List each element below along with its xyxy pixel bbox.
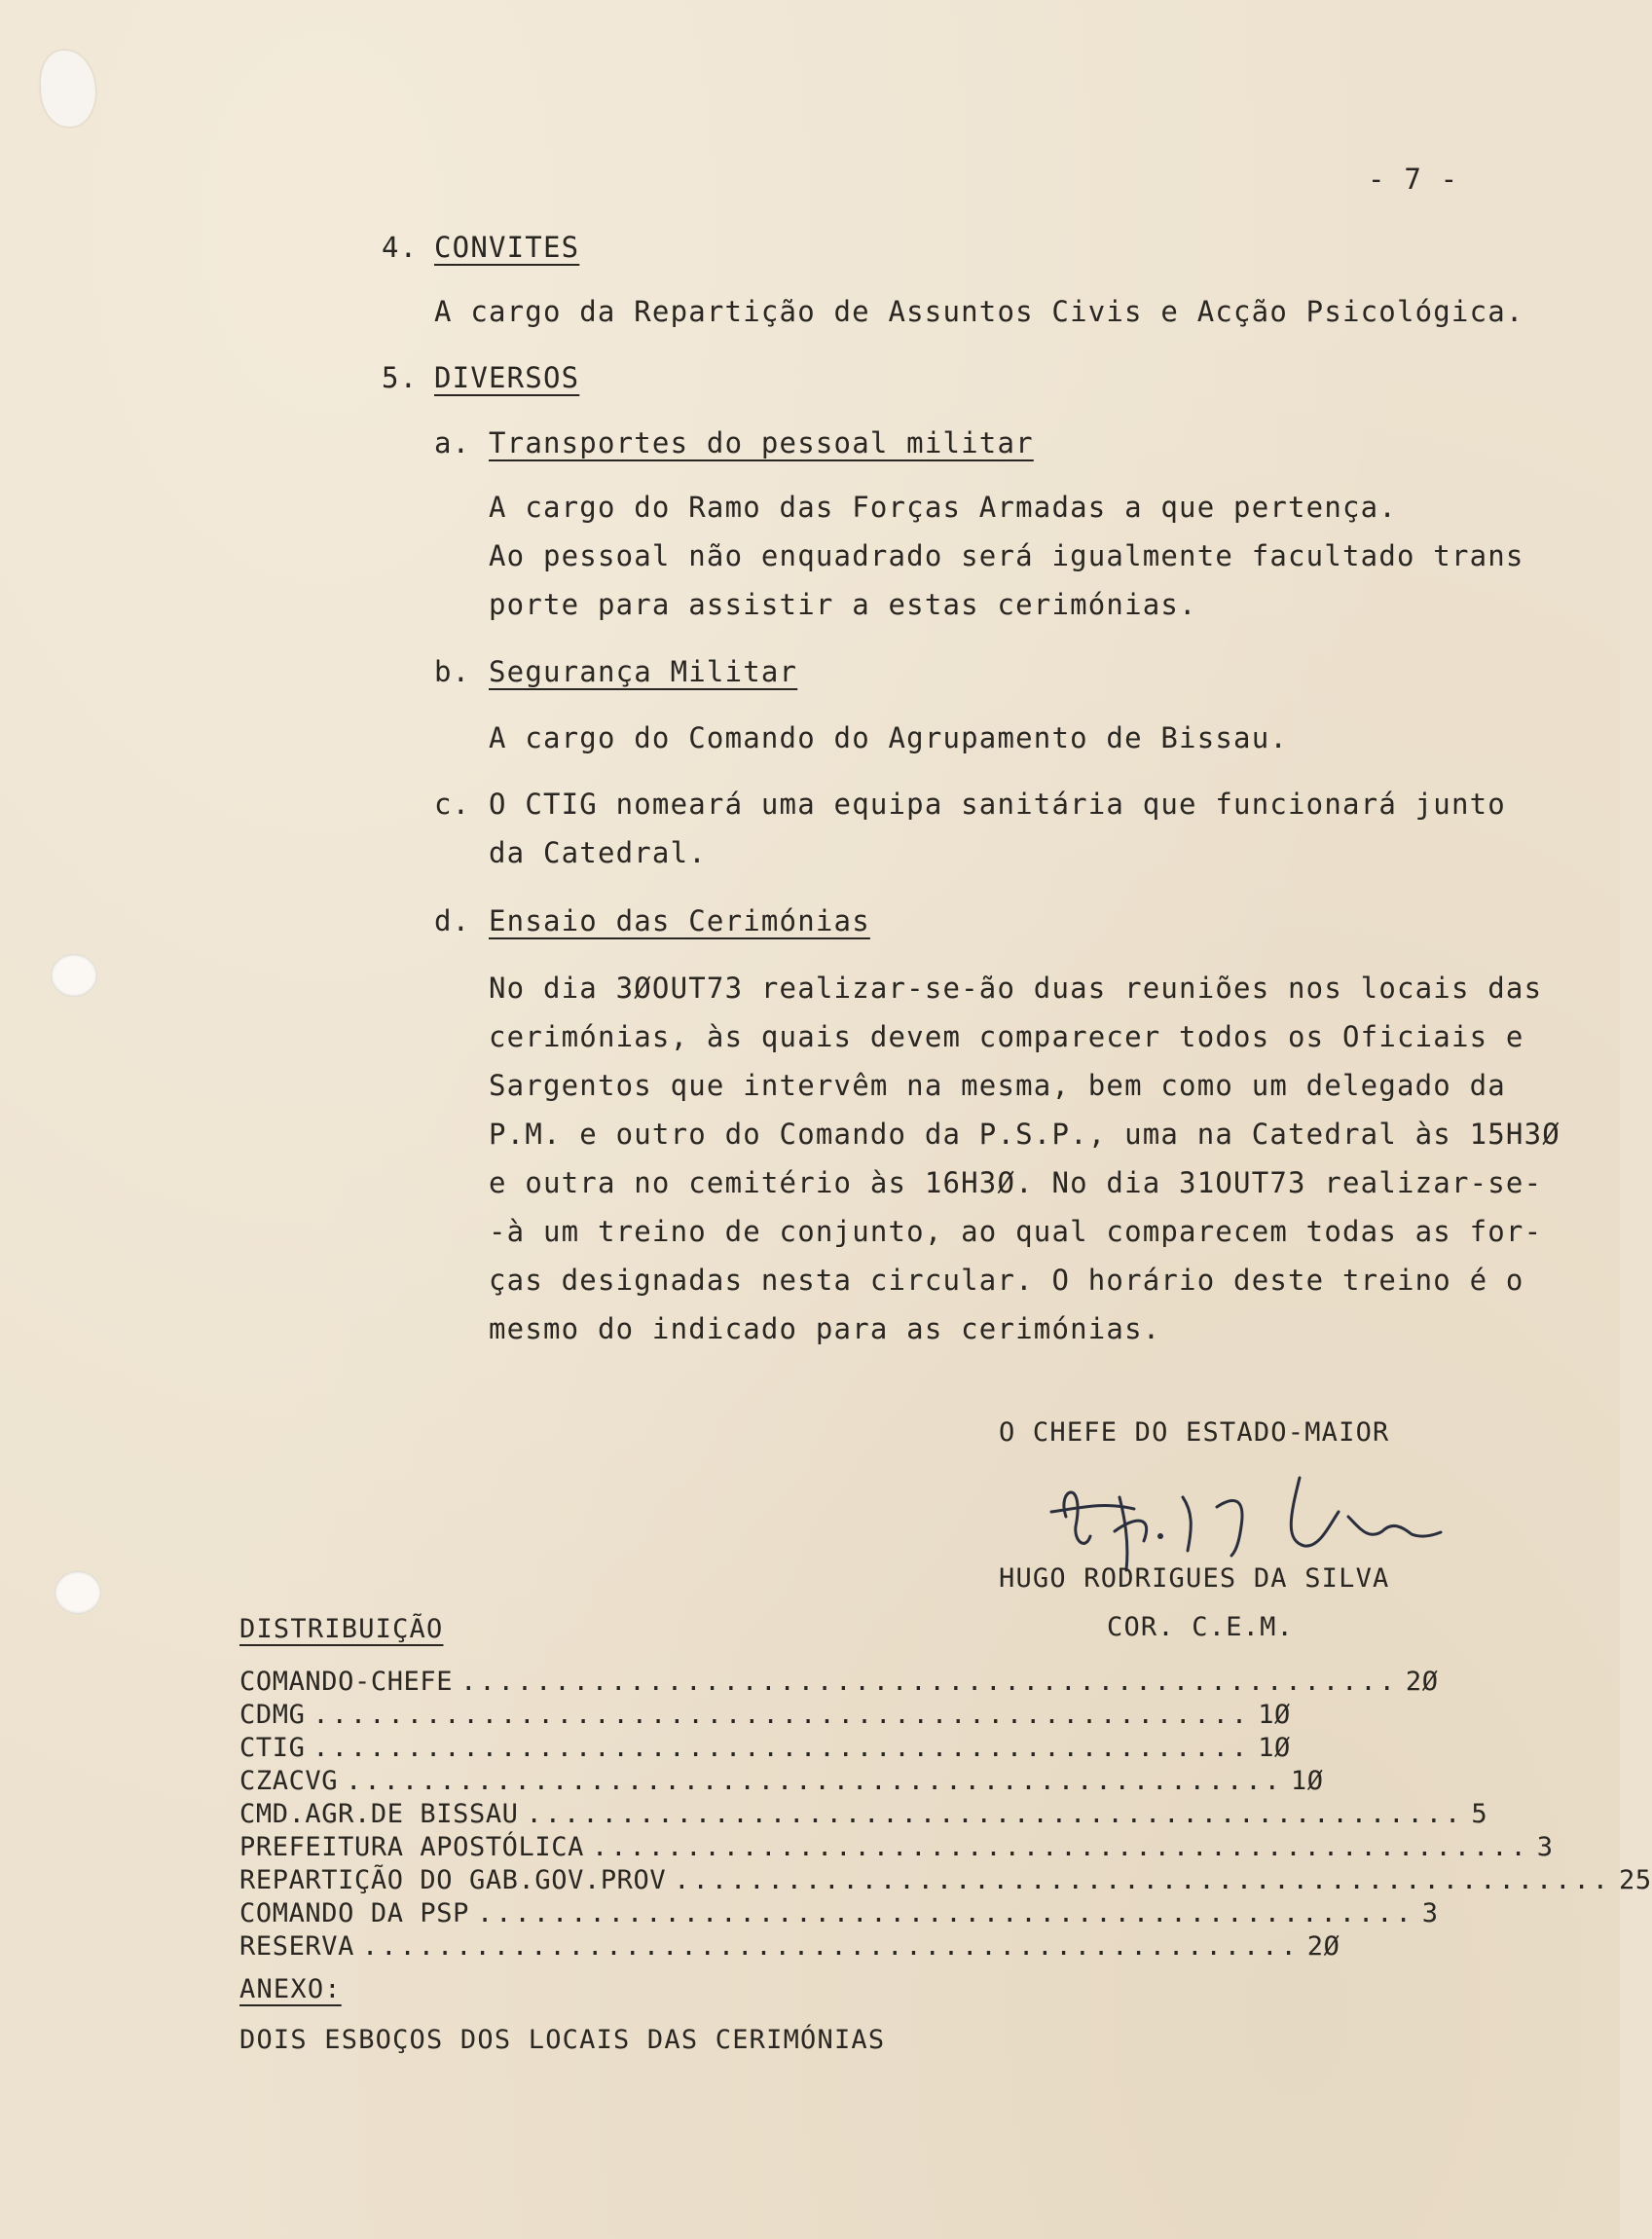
section-4-text: A cargo da Repartição de Assuntos Civis e Acção Psicológica. xyxy=(434,295,1524,328)
leader-dots: .................................................. xyxy=(346,1766,1283,1796)
item-d-line: No dia 3ØOUT73 realizar-se-ão duas reuniões nos locais das xyxy=(489,972,1543,1005)
punch-hole-lower xyxy=(55,1571,101,1614)
item-b-line: A cargo do Comando do Agrupamento de Bissau. xyxy=(489,721,1289,754)
distribution-qty: 1Ø xyxy=(1258,1700,1291,1730)
item-d-line: Sargentos que intervêm na mesma, bem como um delegado da xyxy=(489,1069,1506,1102)
distribution-name: CDMG xyxy=(239,1700,306,1730)
section-5-title: DIVERSOS xyxy=(434,361,580,394)
item-a-line: A cargo do Ramo das Forças Armadas a que pertença. xyxy=(489,491,1397,524)
distribution-qty: 2Ø xyxy=(1405,1667,1439,1697)
item-d-line: cerimónias, às quais devem comparecer todos os Oficiais e xyxy=(489,1020,1524,1053)
distribution-qty: 2Ø xyxy=(1306,1931,1340,1962)
distribution-row xyxy=(239,1829,1554,1862)
distribution-name: CTIG xyxy=(239,1733,306,1763)
item-d-line: -à um treino de conjunto, ao qual comparecem todas as for- xyxy=(489,1215,1543,1248)
distribution-title: DISTRIBUIÇÃO xyxy=(239,1614,444,1644)
leader-dots: .................................................. xyxy=(526,1799,1464,1829)
distribution-qty: 5 xyxy=(1471,1799,1488,1829)
section-5-number: 5. xyxy=(382,361,419,394)
leader-dots: .................................................. xyxy=(362,1931,1300,1962)
torn-corner xyxy=(41,51,95,127)
item-d-line: ças designadas nesta circular. O horário deste treino é o xyxy=(489,1264,1524,1297)
distribution-row xyxy=(239,1928,1340,1962)
item-a-letter: a. xyxy=(434,426,471,459)
distribution-name: COMANDO-CHEFE xyxy=(239,1667,454,1697)
item-d-line: e outra no cemitério às 16H3Ø. No dia 31OUT73 realizar-se- xyxy=(489,1166,1543,1199)
item-a-line: Ao pessoal não enquadrado será igualmente facultado trans xyxy=(489,539,1524,572)
section-4-title: CONVITES xyxy=(434,231,580,264)
distribution-name: CMD.AGR.DE BISSAU xyxy=(239,1799,519,1829)
annex-text: DOIS ESBOÇOS DOS LOCAIS DAS CERIMÓNIAS xyxy=(239,2025,886,2055)
signatory-name: HUGO RODRIGUES DA SILVA xyxy=(999,1563,1390,1594)
distribution-qty: 1Ø xyxy=(1258,1733,1291,1763)
item-d-letter: d. xyxy=(434,904,471,937)
distribution-qty: 1Ø xyxy=(1290,1766,1324,1796)
item-b-letter: b. xyxy=(434,655,471,688)
item-d-title: Ensaio das Cerimónias xyxy=(489,904,870,937)
item-d-line: P.M. e outro do Comando da P.S.P., uma na Catedral às 15H3Ø xyxy=(489,1118,1560,1151)
annex-title: ANEXO: xyxy=(239,1974,342,2004)
distribution-list xyxy=(239,1664,1652,1962)
leader-dots: .................................................. xyxy=(312,1700,1251,1730)
distribution-row xyxy=(239,1862,1652,1895)
leader-dots: .................................................. xyxy=(476,1898,1414,1928)
item-c-line: O CTIG nomeará uma equipa sanitária que funcionará junto xyxy=(489,788,1506,821)
signatory-title: O CHEFE DO ESTADO-MAIOR xyxy=(999,1417,1390,1448)
distribution-name: RESERVA xyxy=(239,1931,354,1962)
distribution-name: REPARTIÇÃO DO GAB.GOV.PROV xyxy=(239,1865,667,1895)
leader-dots: .................................................. xyxy=(312,1733,1251,1763)
item-c-letter: c. xyxy=(434,788,471,821)
distribution-row xyxy=(239,1895,1439,1928)
item-a-title: Transportes do pessoal militar xyxy=(489,426,1034,459)
distribution-name: PREFEITURA APOSTÓLICA xyxy=(239,1832,584,1862)
distribution-name: CZACVG xyxy=(239,1766,339,1796)
leader-dots: .................................................. xyxy=(591,1832,1529,1862)
page-number: - 7 - xyxy=(1368,163,1459,196)
item-b-title: Segurança Militar xyxy=(489,655,798,688)
handwritten-signature xyxy=(1046,1458,1465,1575)
item-a-line: porte para assistir a estas cerimónias. xyxy=(489,588,1197,621)
distribution-row xyxy=(239,1730,1291,1763)
distribution-row xyxy=(239,1763,1324,1796)
item-c-line: da Catedral. xyxy=(489,836,707,869)
punch-hole-upper xyxy=(51,954,97,997)
section-4-number: 4. xyxy=(382,231,419,264)
distribution-qty: 3 xyxy=(1536,1832,1554,1862)
signatory-rank: COR. C.E.M. xyxy=(1107,1612,1295,1642)
distribution-name: COMANDO DA PSP xyxy=(239,1898,469,1928)
leader-dots: .................................................. xyxy=(674,1865,1612,1895)
distribution-row xyxy=(239,1697,1291,1730)
distribution-qty: 25 xyxy=(1619,1865,1652,1895)
distribution-row xyxy=(239,1796,1488,1829)
leader-dots: .................................................. xyxy=(460,1667,1398,1697)
distribution-qty: 3 xyxy=(1421,1898,1439,1928)
distribution-row xyxy=(239,1664,1439,1697)
item-d-line: mesmo do indicado para as cerimónias. xyxy=(489,1312,1161,1345)
